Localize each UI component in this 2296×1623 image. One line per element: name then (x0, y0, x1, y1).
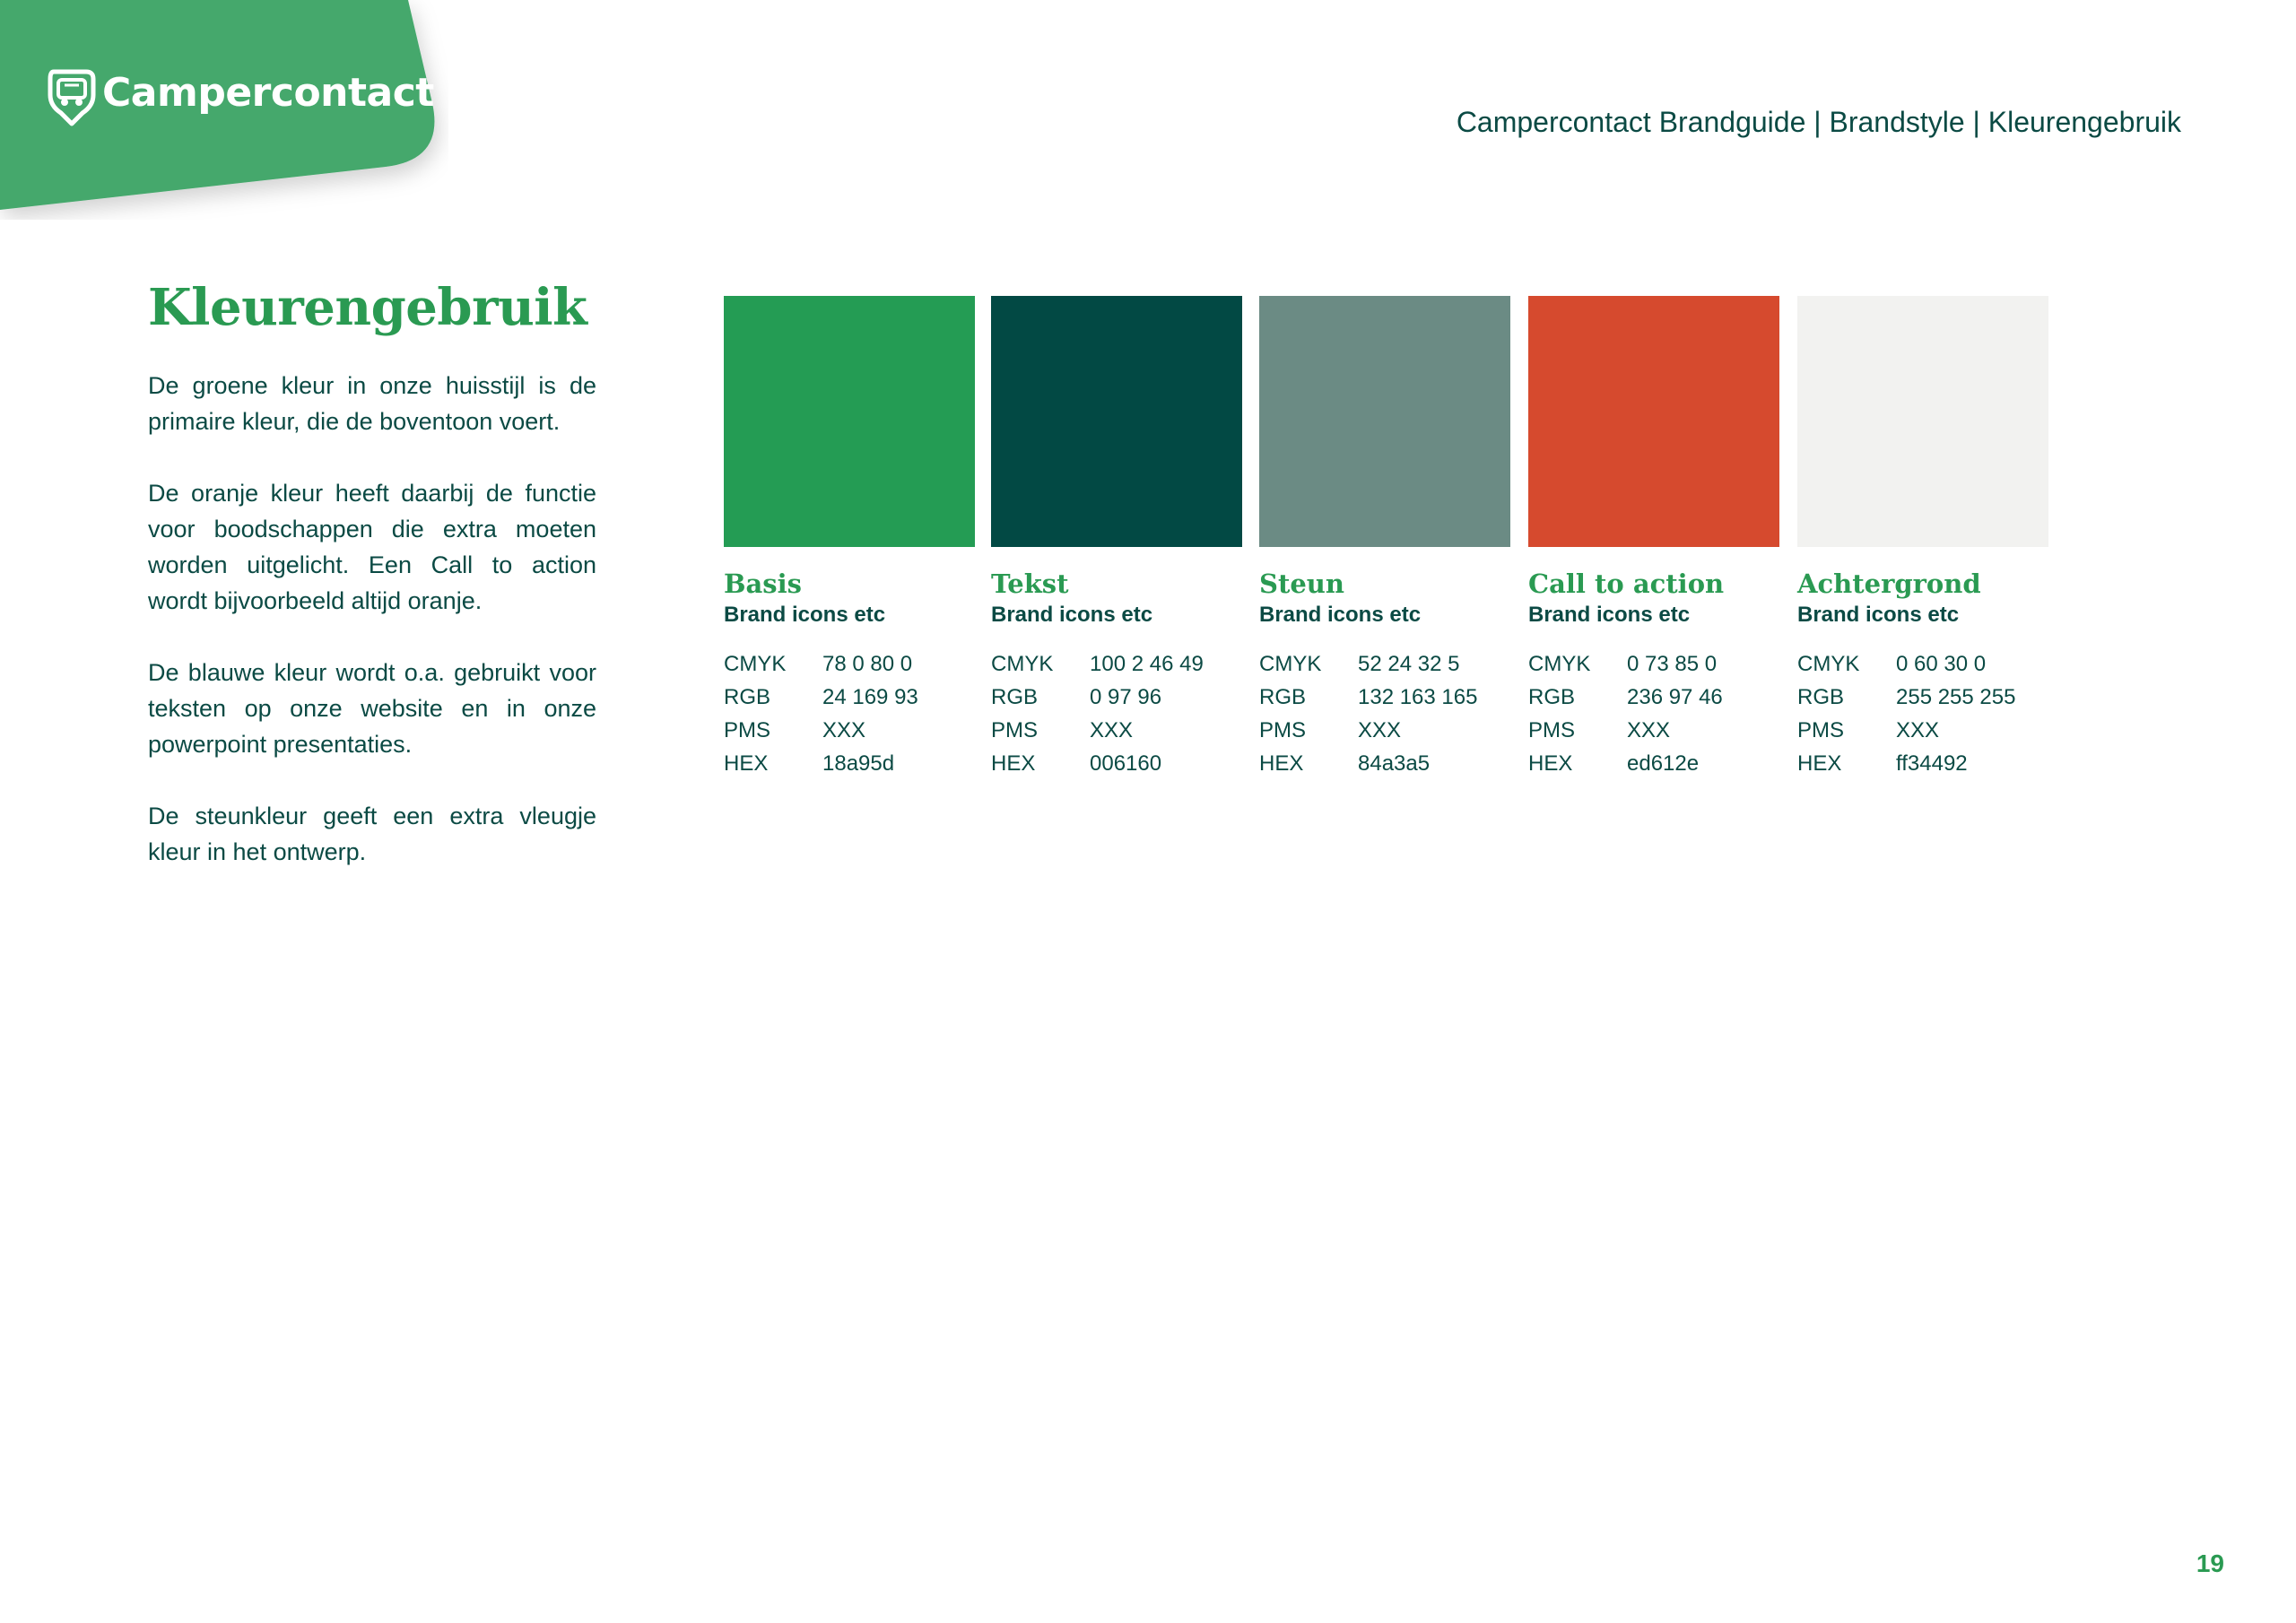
intro-text (148, 368, 596, 906)
swatch-subtitle: Brand icons etc (1797, 603, 1960, 627)
spec-row-rgb (724, 681, 993, 714)
intro-paragraph: De oranje kleur heeft daarbij de functie voor boodschappen die extra moeten worden uitgelicht. Een Call to action wordt bijvoorbeeld altijd oranje. (148, 480, 596, 614)
spec-row-pms (1797, 714, 2066, 747)
spec-value: 132 163 165 (1358, 685, 1478, 709)
swatch-name: Tekst (991, 568, 1069, 599)
spec-label: HEX (1797, 751, 1842, 776)
spec-value: ff34492 (1896, 751, 1968, 776)
spec-value: XXX (1358, 718, 1402, 742)
swatch-name: Steun (1259, 568, 1344, 599)
spec-row-hex (991, 747, 1260, 780)
swatch-specs (991, 647, 1260, 780)
spec-value: XXX (822, 718, 866, 742)
logo-tab (0, 0, 448, 220)
spec-label: RGB (1528, 685, 1576, 709)
color-swatch (1797, 296, 2048, 547)
spec-label: RGB (1259, 685, 1307, 709)
swatch-achtergrond (1797, 296, 2066, 780)
spec-row-cmyk (1259, 647, 1528, 681)
spec-label: PMS (1797, 718, 1845, 742)
spec-row-pms (991, 714, 1260, 747)
page-title: Kleurengebruik (148, 278, 587, 337)
spec-value: 0 60 30 0 (1896, 652, 1987, 676)
swatch-name: Call to action (1528, 568, 1725, 599)
swatch-name: Basis (724, 568, 802, 599)
spec-label: PMS (1259, 718, 1307, 742)
spec-label: CMYK (1797, 652, 1860, 676)
swatch-tekst (991, 296, 1260, 780)
spec-value: ed612e (1627, 751, 1700, 776)
swatch-specs (1259, 647, 1528, 780)
swatch-call-to-action (1528, 296, 1797, 780)
spec-row-cmyk (1797, 647, 2066, 681)
camper-pin-icon (47, 66, 97, 129)
spec-row-rgb (1259, 681, 1528, 714)
swatch-subtitle: Brand icons etc (724, 603, 886, 627)
spec-label: CMYK (1259, 652, 1322, 676)
intro-paragraph: De blauwe kleur wordt o.a. gebruikt voor teksten op onze website en in onze powerpoint presentaties. (148, 659, 596, 758)
spec-value: 100 2 46 49 (1090, 652, 1204, 676)
spec-label: HEX (991, 751, 1036, 776)
spec-label: PMS (991, 718, 1039, 742)
color-swatch (1528, 296, 1779, 547)
spec-row-pms (1528, 714, 1797, 747)
swatch-specs (1797, 647, 2066, 780)
spec-value: 78 0 80 0 (822, 652, 913, 676)
color-swatch (1259, 296, 1510, 547)
spec-label: PMS (724, 718, 771, 742)
spec-row-cmyk (1528, 647, 1797, 681)
spec-row-cmyk (724, 647, 993, 681)
spec-row-hex (1528, 747, 1797, 780)
swatch-specs (1528, 647, 1797, 780)
swatch-subtitle: Brand icons etc (991, 603, 1153, 627)
spec-label: HEX (1259, 751, 1304, 776)
spec-label: RGB (1797, 685, 1845, 709)
spec-label: CMYK (991, 652, 1054, 676)
spec-value: 0 73 85 0 (1627, 652, 1718, 676)
spec-row-rgb (1528, 681, 1797, 714)
swatch-steun (1259, 296, 1528, 780)
spec-row-rgb (991, 681, 1260, 714)
swatch-subtitle: Brand icons etc (1528, 603, 1691, 627)
spec-value: 236 97 46 (1627, 685, 1723, 709)
spec-value: 0 97 96 (1090, 685, 1162, 709)
spec-value: 006160 (1090, 751, 1162, 776)
intro-paragraph: De groene kleur in onze huisstijl is de primaire kleur, die de boventoon voert. (148, 372, 596, 435)
spec-label: CMYK (724, 652, 787, 676)
spec-row-rgb (1797, 681, 2066, 714)
spec-value: XXX (1896, 718, 1940, 742)
spec-label: RGB (724, 685, 771, 709)
color-swatch (724, 296, 975, 547)
spec-row-hex (1259, 747, 1528, 780)
swatch-name: Achtergrond (1797, 568, 1981, 599)
spec-value: 255 255 255 (1896, 685, 2016, 709)
swatch-specs (724, 647, 993, 780)
header-breadcrumb: Campercontact Brandguide | Brandstyle | Kleurengebruik (1456, 106, 2181, 138)
spec-label: HEX (1528, 751, 1573, 776)
spec-row-hex (1797, 747, 2066, 780)
swatch-subtitle: Brand icons etc (1259, 603, 1422, 627)
spec-row-hex (724, 747, 993, 780)
spec-row-pms (1259, 714, 1528, 747)
spec-value: XXX (1627, 718, 1671, 742)
spec-value: 18a95d (822, 751, 895, 776)
spec-value: 24 169 93 (822, 685, 918, 709)
spec-row-pms (724, 714, 993, 747)
spec-label: CMYK (1528, 652, 1591, 676)
logo-wordmark: Campercontact (102, 70, 434, 116)
swatch-basis (724, 296, 993, 780)
spec-value: 84a3a5 (1358, 751, 1431, 776)
spec-label: PMS (1528, 718, 1576, 742)
spec-label: RGB (991, 685, 1039, 709)
spec-value: 52 24 32 5 (1358, 652, 1460, 676)
page-number: 19 (2196, 1549, 2224, 1577)
spec-label: HEX (724, 751, 769, 776)
color-swatch (991, 296, 1242, 547)
spec-row-cmyk (991, 647, 1260, 681)
spec-value: XXX (1090, 718, 1134, 742)
intro-paragraph: De steunkleur geeft een extra vleugje kleur in het ontwerp. (148, 803, 596, 865)
